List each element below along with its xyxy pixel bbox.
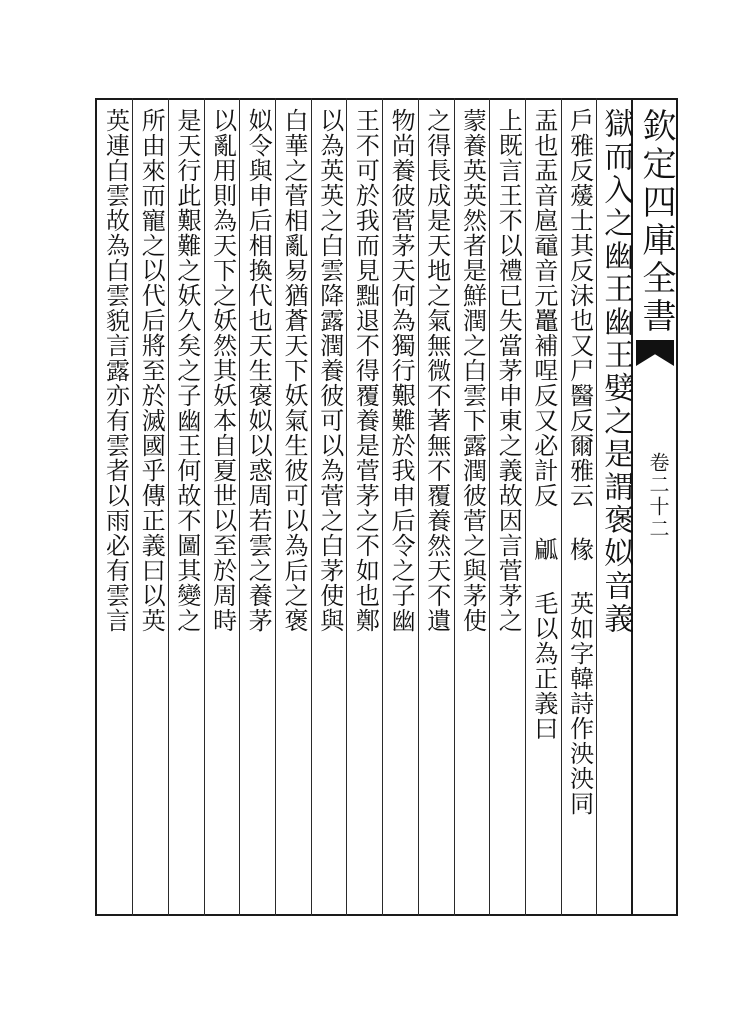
text-column: 所由來而寵之以代后將至於滅國乎傳正義曰以英 <box>137 108 166 633</box>
text-column: 之得長成是天地之氣無微不著無不覆養然天不遺 <box>422 108 451 633</box>
text-column: 英連白雲故為白雲貌言露亦有雲者以雨必有雲言 <box>101 108 130 633</box>
text-column: 白華之菅相亂易猶蒼天下妖氣生彼可以為后之褒 <box>280 108 308 633</box>
text-column: 蒙養英英然者是鮮潤之白雲下露潤彼菅之與茅使 <box>458 108 487 633</box>
text-column: 王不可於我而見黜退不得覆養是菅茅之不如也鄭 <box>351 108 380 633</box>
text-column: 上既言王不以禮已失當茅申東之義故因言菅茅之 <box>494 108 523 633</box>
text-column: 獄而入之幽王幽王嬖之是謂褒姒音義 <box>598 108 634 636</box>
text-column: 戶雅反蕿士其反沫也又尸醫反爾雅云 椽 英如字韓詩作泱泱同 <box>565 108 594 816</box>
volume-label: 卷二十二 <box>646 452 670 540</box>
book-title: 欽定四庫全書 <box>636 108 676 336</box>
text-column: 以亂用則為天下之妖然其妖本自夏世以至於周時 <box>208 108 237 633</box>
text-column: 盂也盂音扈黿音元鼉補㖏反又必計反 㼐 毛以為正義曰 <box>529 108 558 741</box>
text-column: 物尚養彼菅茅天何為獨行艱難於我申后令之子幽 <box>387 108 416 633</box>
text-column: 以為英英之白雲降露潤養彼可以為菅之白茅使與 <box>315 108 344 633</box>
text-column: 是天行此艱難之妖久矣之子幽王何故不圖其變之 <box>172 108 201 633</box>
text-column: 姒令與申后相換代也天生褒姒以惑周若雲之養茅 <box>244 108 273 633</box>
